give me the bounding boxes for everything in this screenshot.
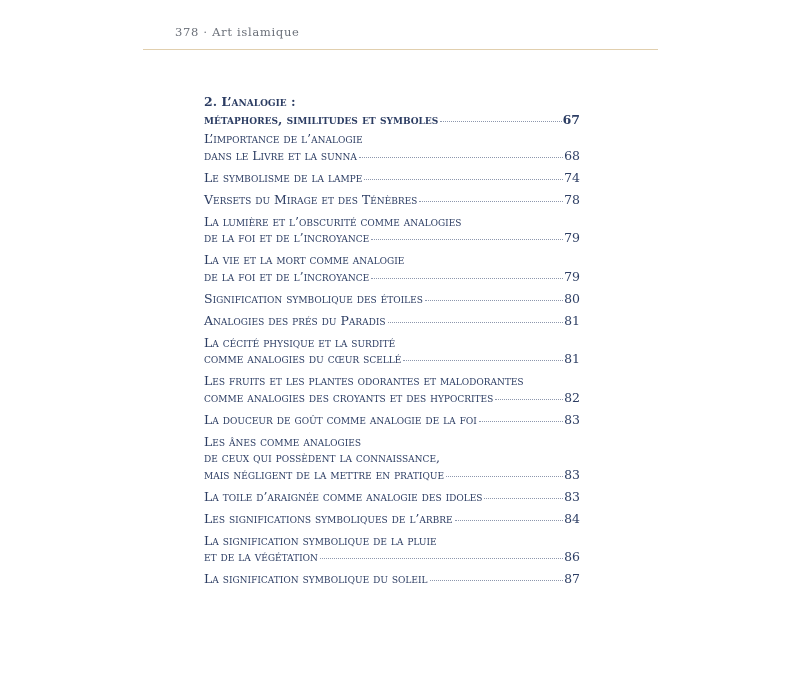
toc-title-text: et de la végétation xyxy=(204,549,318,564)
toc-entry[interactable] xyxy=(204,291,580,308)
toc-title-text: de ceux qui possèdent la connaissance, xyxy=(204,450,440,465)
dot-leader xyxy=(359,157,563,158)
toc-title-text: comme analogies du cœur scellé xyxy=(204,351,402,366)
toc-line xyxy=(204,313,580,330)
running-head: 378 · Art islamique xyxy=(175,25,300,39)
toc-entry[interactable] xyxy=(204,170,580,187)
toc-title-text: Les fruits et les plantes odorantes et malodorantes xyxy=(204,373,524,388)
toc-page-number: 78 xyxy=(564,191,580,207)
toc-line xyxy=(204,412,580,429)
dot-leader xyxy=(484,498,563,499)
toc-page-number: 87 xyxy=(564,571,580,586)
toc-line xyxy=(204,549,580,566)
toc-title-text: Analogies des prés du Paradis xyxy=(204,312,386,328)
toc-page-number: 82 xyxy=(564,389,580,405)
toc-page-number: 74 xyxy=(564,169,580,185)
toc-entry[interactable] xyxy=(204,214,580,247)
toc-line xyxy=(204,131,580,148)
toc-line xyxy=(204,467,580,484)
toc-line xyxy=(204,170,580,187)
toc-section-heading xyxy=(204,93,580,129)
toc-line xyxy=(204,335,580,352)
toc-entry[interactable] xyxy=(204,533,580,566)
toc-page-number: 81 xyxy=(564,312,580,328)
toc-entry[interactable] xyxy=(204,252,580,285)
dot-leader xyxy=(320,558,563,559)
toc-line xyxy=(204,571,580,588)
dot-leader xyxy=(446,476,563,477)
toc-page-number: 81 xyxy=(564,351,580,366)
toc-title-text: La douceur de goût comme analogie de la foi xyxy=(204,411,477,427)
toc-title-text: La signification symbolique du soleil xyxy=(204,571,428,586)
toc-title-text: Versets du Mirage et des Ténèbres xyxy=(204,191,418,207)
toc-line xyxy=(204,351,580,368)
toc-title-text: de la foi et de l’incroyance xyxy=(204,268,370,284)
toc-title-text: La vie et la mort comme analogie xyxy=(204,252,405,267)
toc-entry[interactable] xyxy=(204,412,580,429)
toc-line xyxy=(204,434,580,451)
toc-line xyxy=(204,373,580,390)
toc-page-number: 84 xyxy=(564,510,580,526)
toc-title-text: 2. L’analogie : xyxy=(204,94,296,109)
toc-line xyxy=(204,93,580,111)
dot-leader xyxy=(455,520,563,521)
toc-entry[interactable] xyxy=(204,192,580,209)
toc-line xyxy=(204,214,580,231)
toc-line xyxy=(204,450,580,467)
dot-leader xyxy=(425,300,563,301)
toc-line xyxy=(204,252,580,269)
dot-leader xyxy=(371,278,563,279)
dot-leader xyxy=(388,322,564,323)
dot-leader xyxy=(495,399,563,400)
toc-page-number: 79 xyxy=(564,268,580,284)
toc-entry[interactable] xyxy=(204,571,580,588)
dot-leader xyxy=(371,239,563,240)
toc-title-text: Signification symbolique des étoiles xyxy=(204,290,423,306)
toc-line xyxy=(204,489,580,506)
toc-title-text: L’importance de l’analogie xyxy=(204,131,363,146)
dot-leader xyxy=(430,580,564,581)
toc-entry[interactable] xyxy=(204,335,580,368)
toc-entry[interactable] xyxy=(204,313,580,330)
toc-title-text: mais négligent de la mettre en pratique xyxy=(204,466,445,482)
dot-leader xyxy=(403,360,563,361)
toc-title-text: comme analogies des croyants et des hypocrites xyxy=(204,389,494,405)
toc-entry[interactable] xyxy=(204,489,580,506)
toc-entry[interactable] xyxy=(204,131,580,164)
toc-line xyxy=(204,230,580,247)
dot-leader xyxy=(364,179,563,180)
toc-entries xyxy=(204,131,580,588)
toc-line xyxy=(204,148,580,165)
header-rule xyxy=(143,49,658,50)
toc-title-text: La signification symbolique de la pluie xyxy=(204,532,437,548)
table-of-contents xyxy=(204,93,580,593)
toc-line xyxy=(204,192,580,209)
dot-leader xyxy=(440,121,561,122)
dot-leader xyxy=(479,421,563,422)
dot-leader xyxy=(419,201,563,202)
toc-entry[interactable] xyxy=(204,373,580,406)
toc-line xyxy=(204,269,580,286)
toc-title-text: La cécité physique et la surdité xyxy=(204,334,396,350)
toc-line xyxy=(204,533,580,550)
toc-page-number: 83 xyxy=(564,466,580,482)
toc-page-number: 67 xyxy=(562,112,580,127)
toc-title-text: Le symbolisme de la lampe xyxy=(204,169,363,185)
toc-title-text: métaphores, similitudes et symboles xyxy=(204,112,439,127)
toc-page-number: 79 xyxy=(564,230,580,245)
toc-page-number: 80 xyxy=(564,290,580,306)
toc-title-text: La toile d’araignée comme analogie des idoles xyxy=(204,488,483,504)
toc-line xyxy=(204,511,580,528)
toc-line xyxy=(204,390,580,407)
toc-line xyxy=(204,111,580,129)
toc-entry[interactable] xyxy=(204,511,580,528)
toc-title-text: Les ânes comme analogies xyxy=(204,433,362,449)
toc-page-number: 83 xyxy=(564,488,580,504)
toc-line xyxy=(204,291,580,308)
toc-page-number: 68 xyxy=(564,147,580,163)
toc-title-text: dans le Livre et la sunna xyxy=(204,147,357,163)
toc-entry[interactable] xyxy=(204,434,580,484)
toc-title-text: Les significations symboliques de l’arbre xyxy=(204,510,453,526)
toc-page-number: 86 xyxy=(564,549,580,564)
toc-title-text: de la foi et de l’incroyance xyxy=(204,230,370,245)
toc-title-text: La lumière et l’obscurité comme analogies xyxy=(204,213,462,229)
toc-page-number: 83 xyxy=(564,411,580,427)
